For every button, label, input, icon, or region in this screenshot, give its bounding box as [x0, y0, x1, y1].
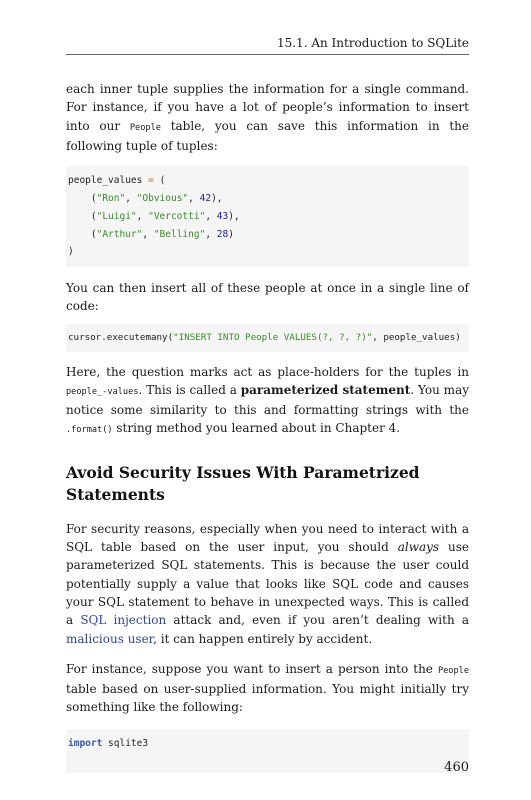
emphasis: always — [397, 540, 440, 555]
running-title: 15.1. An Introduction to SQLite — [276, 36, 469, 50]
paragraph-security — [66, 520, 469, 648]
inline-code-people: People — [129, 122, 161, 133]
code-string: "Belling" — [153, 228, 206, 240]
code-string: "Arthur" — [96, 228, 143, 240]
paragraph-text: use parameterized SQL statements. This is because the user could potentially supply a value that looks like SQL code and causes your SQL statement to behave in unexpected ways. This is called a — [66, 540, 469, 628]
link-malicious-user[interactable]: malicious user — [66, 631, 154, 646]
paragraph-text: each inner tuple supplies the information for a single command. For instance, if you have a lot of people’s information to insert into our — [66, 82, 469, 133]
paragraph-text: , it can happen entirely by accident. — [153, 631, 373, 646]
section-heading: Avoid Security Issues With Parametrized Statements — [66, 462, 420, 505]
code-string: "Ron" — [96, 192, 126, 204]
code-line — [68, 735, 467, 753]
code-args: , people_values) — [372, 331, 461, 343]
code-paren: ( — [159, 175, 166, 187]
code-number: 42 — [199, 192, 212, 204]
code-line: ("Arthur", "Belling", 28) — [68, 228, 234, 240]
code-line — [68, 243, 467, 261]
code-line: ("Luigi", "Vercotti", 43), — [68, 210, 240, 222]
running-header — [66, 36, 469, 55]
inline-code-people: People — [437, 665, 469, 676]
code-string: "Obvious" — [136, 192, 189, 204]
code-string: "Luigi" — [96, 210, 137, 222]
paragraph-tuple-intro — [66, 80, 469, 155]
paragraph-text: You can then insert all of these people at once in a single line of code: — [66, 281, 469, 314]
bold-term: parameterized statement — [240, 382, 411, 397]
code-punct: ) — [228, 228, 234, 240]
code-module: sqlite3 — [102, 737, 149, 749]
page-number: 460 — [444, 760, 469, 775]
code-keyword: import — [68, 737, 103, 749]
paragraph-for-instance — [66, 660, 469, 717]
paragraph-placeholders — [66, 363, 469, 440]
paragraph-insert-all — [66, 279, 469, 316]
code-block-executemany — [66, 324, 469, 352]
inline-code-format: .format() — [66, 425, 113, 436]
code-paren: ) — [68, 246, 74, 258]
code-punct: ), — [211, 192, 223, 204]
code-variable: cursor — [68, 331, 102, 343]
code-string: "INSERT INTO People VALUES(?, ?, ?)" — [173, 331, 373, 343]
code-line — [68, 329, 467, 347]
paragraph-text: For security reasons, especially when you need to interact with a SQL table based on the user input, you should — [66, 521, 469, 555]
inline-code-people-values: people_-values — [66, 386, 139, 397]
paragraph-text: For instance, suppose you want to insert a person into the — [66, 661, 438, 676]
paragraph-text: table, you can save this information in the following tuple of tuples: — [66, 118, 469, 153]
paragraph-text: attack and, even if you aren’t dealing with a — [166, 613, 469, 628]
code-line: ("Ron", "Obvious", 42), — [68, 192, 223, 204]
page-content — [66, 80, 469, 773]
code-number: 28 — [216, 228, 229, 240]
code-block-people-values — [66, 166, 469, 267]
code-block-import — [66, 729, 469, 773]
paragraph-text: string method you learned about in Chapter 4. — [112, 421, 401, 436]
paragraph-text: . This is called a — [138, 382, 241, 397]
code-punct: ), — [228, 210, 240, 222]
link-sql-injection[interactable]: SQL injection — [80, 613, 167, 628]
paragraph-text: table based on user-supplied information. You might initially try something like the following: — [66, 682, 469, 715]
code-variable: people_values — [68, 175, 143, 187]
code-method: .executemany( — [101, 331, 174, 343]
code-line — [68, 172, 467, 190]
paragraph-text: . You may notice some similarity to this and formatting strings with the — [66, 382, 469, 418]
code-operator: = — [148, 175, 154, 187]
code-number: 43 — [216, 210, 229, 222]
paragraph-text: Here, the question marks act as place-holders for the tuples in — [66, 364, 469, 379]
code-string: "Vercotti" — [148, 210, 206, 222]
